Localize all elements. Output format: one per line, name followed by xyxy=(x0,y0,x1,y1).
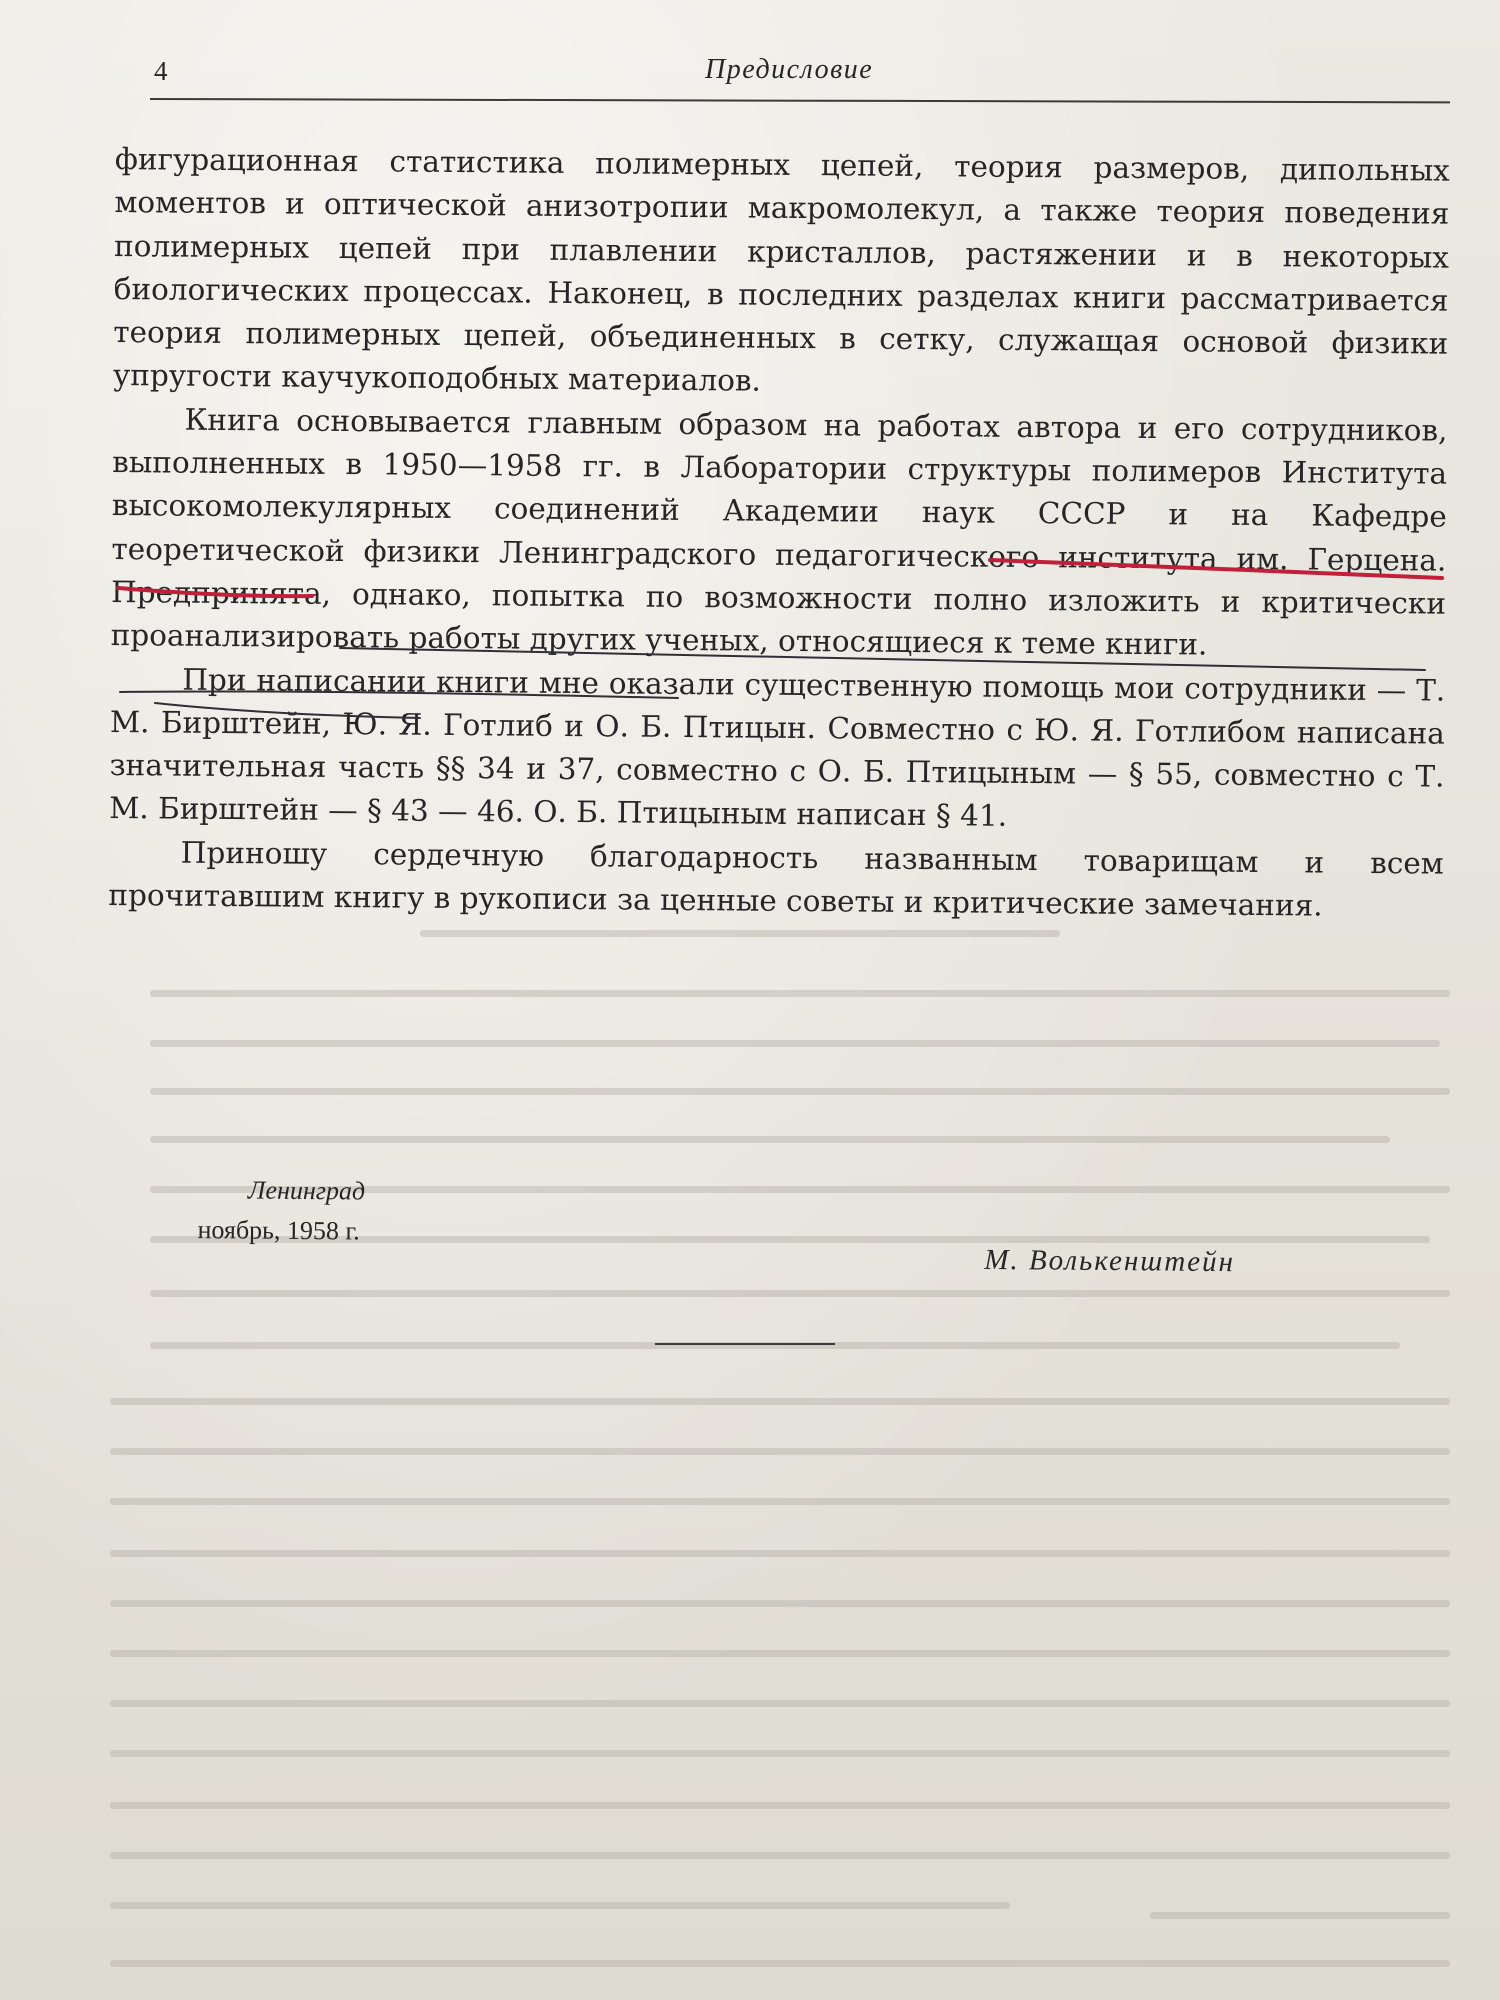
author-signature: М. Волькенштейн xyxy=(984,1243,1236,1279)
paragraph-sources: Книга основывается главным образом на работах автора и его сотрудников, выполненных в 1950—1958 гг. в Лаборатории структуры полимеров Института высокомолекулярных соединений Академии наук СССР и на Кафедре теоретической физики Ленинградского педагогического института им. Герцена. Предпринята, однако, попытка по возможности полно изложить и критически проанализировать работы других ученых, относящиеся к теме книги. xyxy=(110,402,1448,662)
running-head xyxy=(150,52,1450,96)
signature-date: ноябрь, 1958 г. xyxy=(197,1215,360,1246)
end-rule xyxy=(655,1343,835,1345)
paragraph-acknowledgement: Приношу сердечную благодарность названным товарищам и всем прочитавшим книгу в рукописи за ценные советы и критические замечания. xyxy=(108,835,1444,923)
running-title: Предисловие xyxy=(705,54,874,85)
paragraph-continued: фигурационная статистика полимерных цепей, теория размеров, дипольных моментов и оптической анизотропии макромолекул, а также теория поведения полимерных цепей при плавлении кристаллов, растяжении и в некоторых биологических процессах. Наконец, в последних разделах книги рассматривается теория полимерных цепей, объединенных в сетку, служащая основой физики упругости каучукоподобных материалов. xyxy=(112,141,1450,399)
signature-block xyxy=(189,1175,1340,1305)
signature-place: Ленинград xyxy=(247,1175,366,1206)
paragraph-coauthors: При написании книги мне оказали существенную помощь мои сотрудники — Т. М. Бирштейн, Ю. Я. Готлиб и О. Б. Птицын. Совместно с Ю. Я. Готлибом написана значительная часть §§ 34 и 37, совместно с О. Б. Птицыным — § 55, совместно с Т. М. Бирштейн — § 43 — 46. О. Б. Птицыным написан § 41. xyxy=(109,662,1446,834)
page-number: 4 xyxy=(154,56,168,86)
header-rule xyxy=(150,98,1450,103)
body-text xyxy=(108,138,1450,929)
